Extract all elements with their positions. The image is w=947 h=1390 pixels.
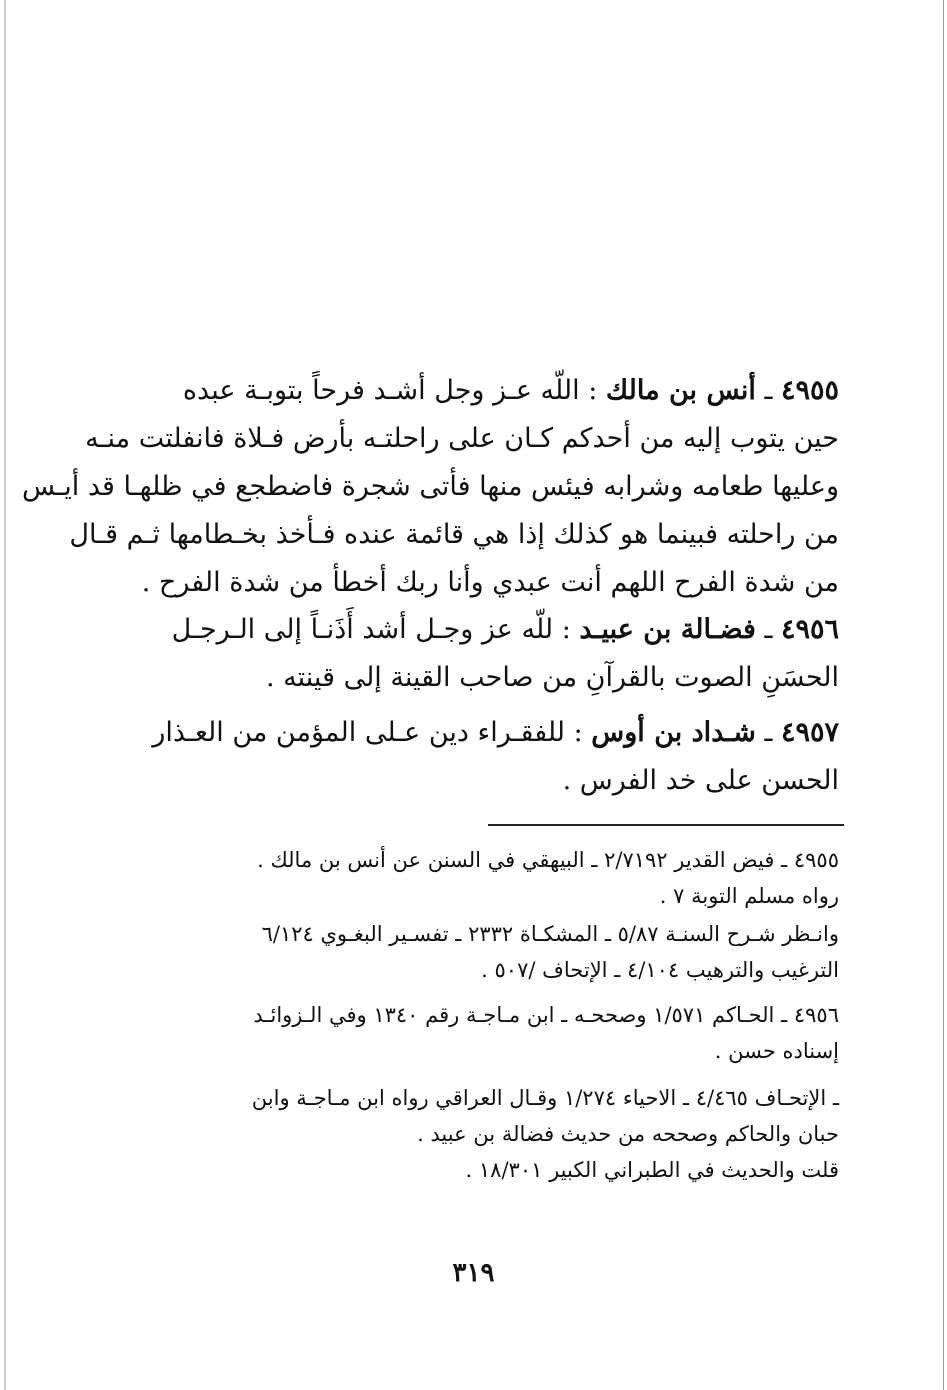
hadith-line-first: ٤٩٥٥ ـ أنس بن مالك : اللّه عـز وجل أشـد فرحاً بتوبـة عبده (182, 375, 839, 406)
hadith-text-line: الحسن على خد الفرس . (562, 765, 839, 796)
hadith-4957 (152, 709, 839, 805)
footnote-4955 (163, 842, 839, 914)
hadith-text: للّه عز وجـل أشد أَذَنـاً إلى الـرجـل (171, 614, 554, 645)
footnote-line: ـ الإتحـاف ٤/٤٦٥ ـ الاحياء ١/٢٧٤ وقـال العراقي رواه ابن مـاجـة وابن (251, 1086, 839, 1110)
hadith-4956 (163, 606, 839, 702)
hadith-narrator: فضـالة بن عبيـد (579, 614, 756, 645)
footnote-4956-ithaf (163, 1080, 839, 1188)
hadith-line-first: ٤٩٥٧ ـ شـداد بن أوس : للفقـراء دين عـلى المؤمن من العـذار (152, 717, 839, 748)
scan-edge-left (4, 0, 6, 1390)
footnote-line: حبان والحاكم وصححه من حديث فضالة بن عبيد . (417, 1122, 839, 1146)
footnote-4956 (163, 997, 839, 1069)
page-number: ٣١٩ (452, 1258, 495, 1288)
footnote-line: ٤٩٥٦ ـ الحـاكم ١/٥٧١ وصححـه ـ ابن مـاجـة رقم ١٣٤٠ وفي الـزوائـد (253, 1003, 839, 1027)
hadith-narrator: أنس بن مالك (605, 375, 756, 406)
hadith-text-line: من راحلته فبينما هو كذلك إذا هي قائمة عنده فـأخذ بخـطامها ثـم قـال (69, 519, 839, 550)
hadith-number: ٤٩٥٧ (780, 717, 839, 748)
hadith-text-line: الحسَنِ الصوت بالقرآنِ من صاحب القينة إلى قينته . (266, 662, 839, 693)
hadith-text-line: حين يتوب إليه من أحدكم كـان على راحلتـه بأرض فـلاة فانفلتت منـه (85, 423, 839, 454)
footnote-line: رواه مسلم التوبة ٧ . (659, 884, 839, 908)
hadith-text: اللّه عـز وجل أشـد فرحاً بتوبـة عبده (182, 375, 580, 406)
hadith-number: ٤٩٥٦ (780, 614, 839, 645)
hadith-text: للفقـراء دين عـلى المؤمن من العـذار (152, 717, 566, 748)
hadith-number: ٤٩٥٥ (780, 375, 839, 406)
footnote-line: قلت والحديث في الطبراني الكبير ١٨/٣٠١ . (465, 1158, 839, 1182)
hadith-text-line: وعليها طعامه وشرابه فيئس منها فأتى شجرة فاضطجع في ظلهـا قد أيـس (21, 471, 839, 502)
footnote-line: وانـظر شـرح السنـة ٥/٨٧ ـ المشكـاة ٢٣٣٢ ـ تفسـير البغـوي ٦/١٢٤ (261, 922, 839, 946)
footnote-line: ٤٩٥٥ ـ فيض القدير ٢/٧١٩٢ ـ البيهقي في السنن عن أنس بن مالك . (257, 848, 839, 872)
footnote-separator (488, 824, 844, 826)
footnote-4955-see-also (163, 916, 839, 988)
hadith-narrator: شـداد بن أوس (591, 717, 756, 748)
hadith-4955 (21, 367, 839, 607)
scan-edge-right (943, 0, 944, 1390)
hadith-text-line: من شدة الفرح اللهم أنت عبدي وأنا ربك أخطأ من شدة الفرح . (141, 567, 839, 598)
hadith-line-first: ٤٩٥٦ ـ فضـالة بن عبيـد : للّه عز وجـل أشد أَذَنـاً إلى الـرجـل (171, 614, 839, 645)
footnote-line: الترغيب والترهيب ٤/١٠٤ ـ الإتحاف /٥٠٧ . (481, 958, 839, 982)
footnote-line: إسناده حسن . (714, 1039, 839, 1063)
